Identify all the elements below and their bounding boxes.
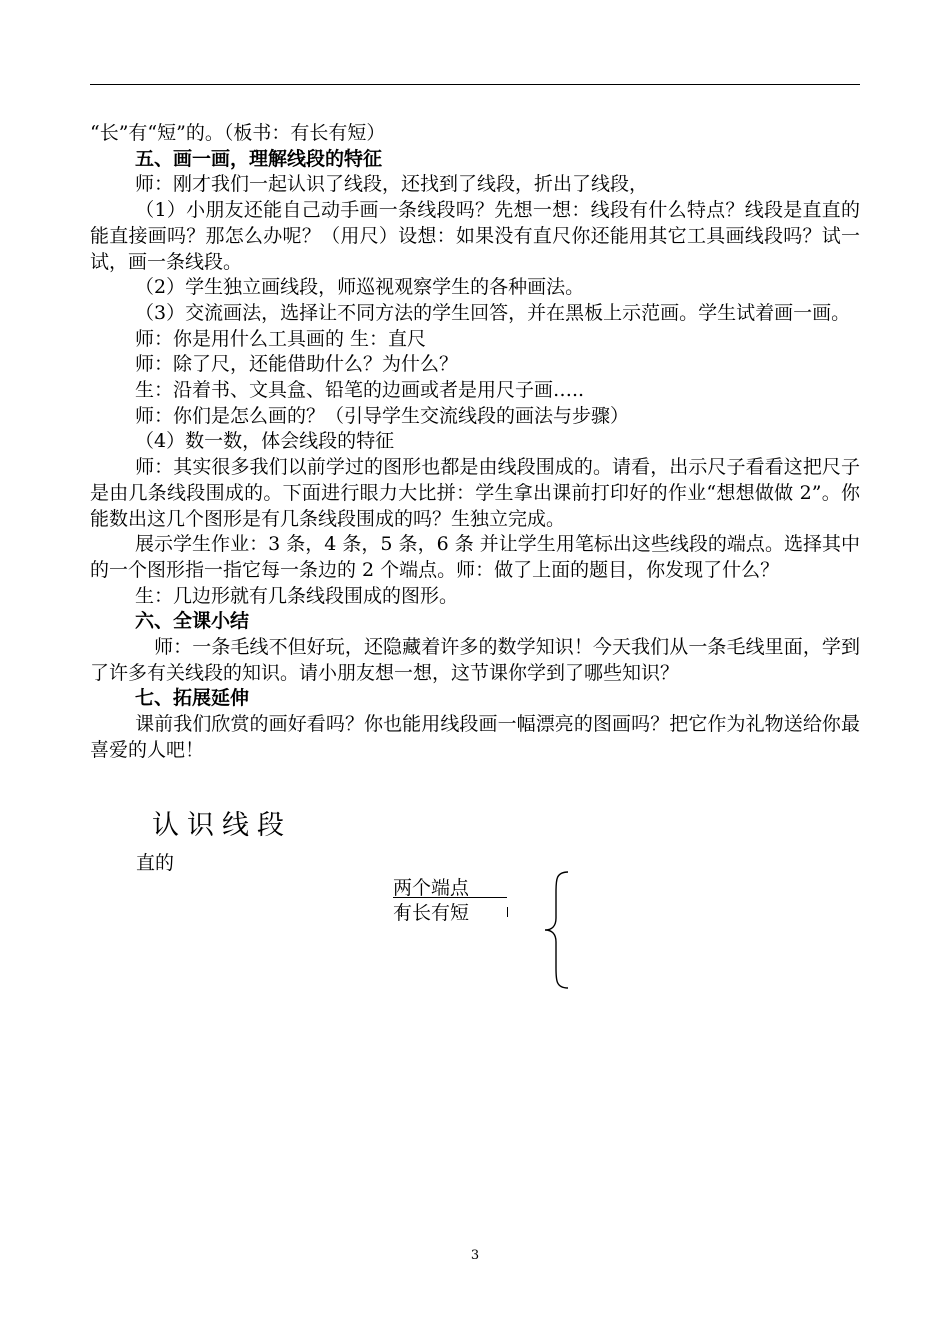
board-title: 认识线段 bbox=[152, 810, 292, 841]
paragraph: 生：沿着书、文具盒、铅笔的边画或者是用尺子画….. bbox=[135, 379, 585, 402]
paragraph: （1）小朋友还能自己动手画一条线段吗？先想一想：线段有什么特点？线段是直直的能直接画吗？那怎么办呢？（用尺）设想：如果没有直尺你还能用其它工具画线段吗？试一试，画一条线段。 bbox=[90, 199, 860, 273]
paragraph: 师：一条毛线不但好玩，还隐藏着许多的数学知识！今天我们从一条毛线里面，学到了许多有关线段的知识。请小朋友想一想，这节课你学到了哪些知识？ bbox=[90, 636, 860, 684]
paragraph: “长”有“短”的。（板书：有长有短） bbox=[90, 122, 386, 144]
paragraph: （3）交流画法，选择让不同方法的学生回答，并在黑板上示范画。学生试着画一画。 bbox=[135, 301, 851, 324]
paragraph: 师：你是用什么工具画的 生：直尺 bbox=[135, 327, 427, 350]
paragraph: 生：几边形就有几条线段围成的图形。 bbox=[135, 584, 459, 607]
section-heading: 七、拓展延伸 bbox=[135, 687, 250, 710]
paragraph: 师：你们是怎么画的？（引导学生交流线段的画法与步骤） bbox=[135, 404, 630, 427]
paragraph: 师：除了尺，还能借助什么？为什么？ bbox=[135, 353, 459, 376]
paragraph: （4）数一数，体会线段的特征 bbox=[135, 430, 395, 453]
header-rule bbox=[90, 84, 860, 85]
paragraph: 展示学生作业：3 条，4 条，5 条，6 条 并让学生用笔标出这些线段的端点。选择其中的一个图形指一指它每一条边的 2 个端点。师：做了上面的题目，你发现了什么？ bbox=[90, 533, 860, 581]
board-item-endpoints: 两个端点 bbox=[393, 877, 470, 899]
body-text bbox=[90, 121, 860, 764]
section-heading: 六、全课小结 bbox=[135, 610, 250, 633]
board-item-length: 有长有短 bbox=[393, 902, 470, 924]
section-heading: 五、画一画，理解线段的特征 bbox=[135, 147, 383, 170]
paragraph: 课前我们欣赏的画好看吗？你也能用线段画一幅漂亮的图画吗？把它作为礼物送给你最喜爱的人吧！ bbox=[90, 713, 860, 761]
paragraph: 师：其实很多我们以前学过的图形也都是由线段围成的。请看，出示尺子看看这把尺子是由几条线段围成的。下面进行眼力大比拼：学生拿出课前打印好的作业“想想做做 2”。你能数出这几个图形是有几条线段围成的吗？生独立完成。 bbox=[90, 456, 860, 530]
segment-endpoint-left bbox=[401, 907, 402, 917]
page-number: 3 bbox=[470, 1248, 480, 1263]
paragraph: 师：刚才我们一起认识了线段，还找到了线段，折出了线段， bbox=[135, 173, 649, 196]
segment-endpoint-right bbox=[507, 907, 508, 917]
curly-brace-icon bbox=[542, 870, 572, 990]
paragraph: （2）学生独立画线段，师巡视观察学生的各种画法。 bbox=[135, 276, 585, 299]
board-item-straight: 直的 bbox=[136, 852, 175, 874]
